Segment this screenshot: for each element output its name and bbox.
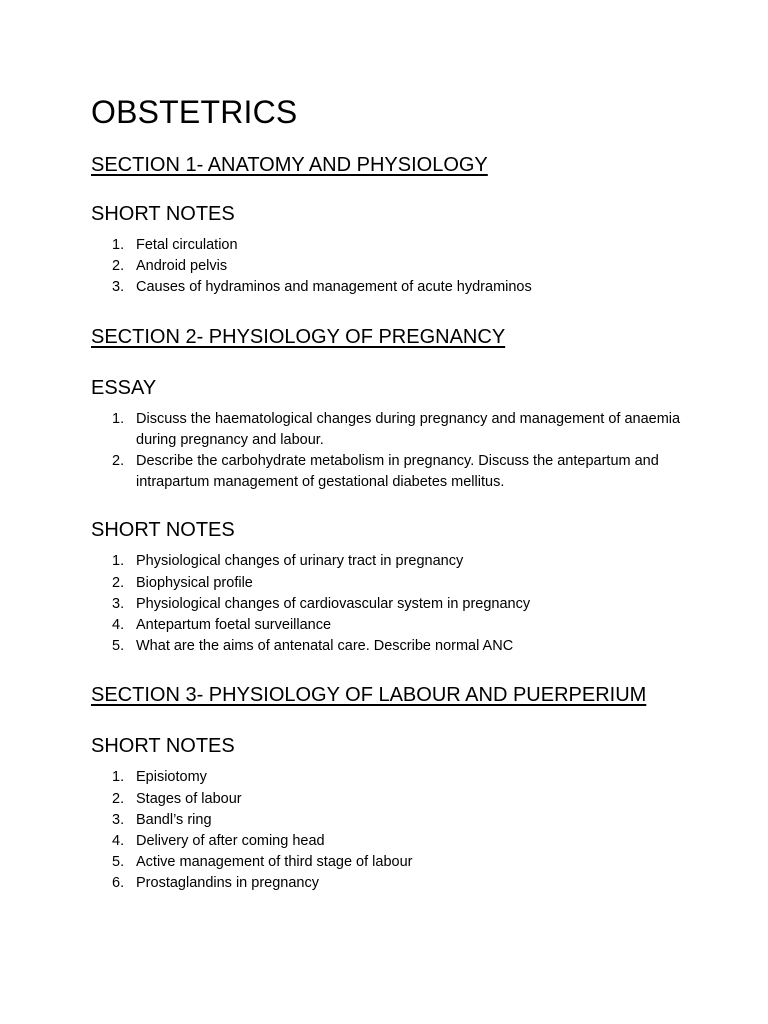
- list-item: 2. Biophysical profile: [112, 574, 253, 591]
- list-item: 2. Android pelvis: [112, 258, 228, 275]
- question-list: [91, 551, 691, 657]
- list-item: 4. Delivery of after coming head: [112, 833, 325, 850]
- list-item: 3. Causes of hydraminos and management of acute hydraminos: [112, 279, 532, 296]
- question-list: [91, 767, 691, 894]
- subsection-heading: SHORT NOTES: [91, 519, 235, 542]
- list-item: 2. Stages of labour: [112, 790, 242, 807]
- subsection-heading: ESSAY: [91, 376, 157, 399]
- document-title: OBSTETRICS: [91, 94, 298, 130]
- section-title: SECTION 1- ANATOMY AND PHYSIOLOGY: [91, 154, 488, 176]
- section-title: SECTION 2- PHYSIOLOGY OF PREGNANCY: [91, 325, 506, 348]
- list-item: 1. Episiotomy: [112, 769, 207, 786]
- list-item: 3. Bandl’s ring: [112, 811, 212, 828]
- document-page: [91, 92, 691, 895]
- list-item: 1. Physiological changes of urinary tract in pregnancy: [112, 553, 464, 570]
- list-item: 3. Physiological changes of cardiovascular system in pregnancy: [112, 595, 531, 612]
- list-item: 2. Describe the carbohydrate metabolism in pregnancy. Discuss the antepartum and intrapartum management of gestational diabetes mellitus.: [112, 453, 659, 491]
- section-2: [91, 324, 691, 658]
- list-item: 5. What are the aims of antenatal care. Describe normal ANC: [112, 638, 514, 655]
- list-item: 1. Discuss the haematological changes during pregnancy and management of anaemia during pregnancy and labour.: [112, 410, 681, 448]
- section-3: [91, 682, 691, 894]
- list-item: 1. Fetal circulation: [112, 237, 238, 253]
- list-item: 4. Antepartum foetal surveillance: [112, 617, 332, 634]
- section-1: [91, 152, 691, 299]
- subsection-heading: SHORT NOTES: [91, 203, 235, 225]
- list-item: 6. Prostaglandins in pregnancy: [112, 875, 319, 892]
- section-title: SECTION 3- PHYSIOLOGY OF LABOUR AND PUERPERIUM: [91, 684, 647, 707]
- subsection-heading: SHORT NOTES: [91, 735, 235, 758]
- list-item: 5. Active management of third stage of labour: [112, 854, 413, 871]
- question-list: [91, 409, 691, 494]
- question-list: [91, 235, 691, 299]
